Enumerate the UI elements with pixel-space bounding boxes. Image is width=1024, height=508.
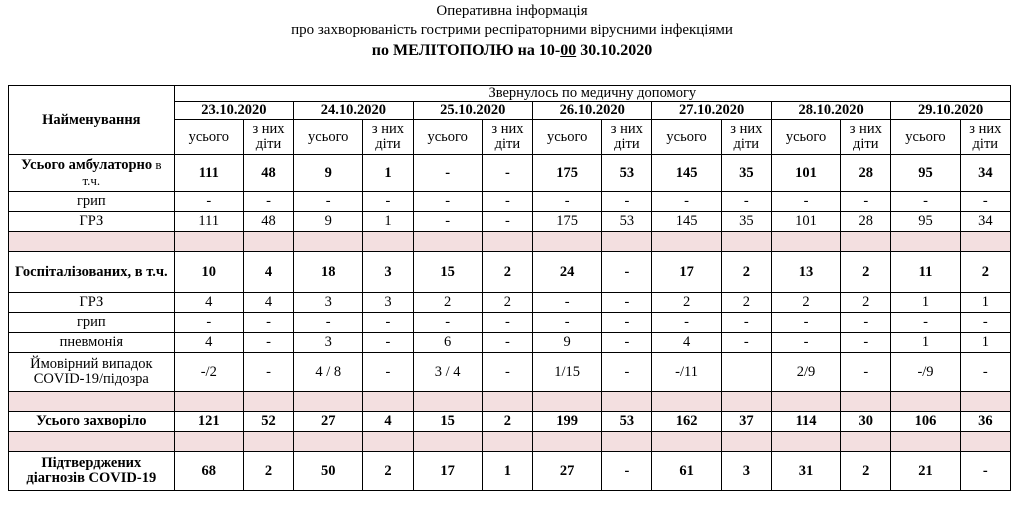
spacer-cell [841,432,891,452]
table-row [9,333,1011,353]
value-cell: - [482,353,532,392]
value-cell: 31 [771,452,840,491]
value-cell: - [413,313,482,333]
value-cell: - [602,353,652,392]
value-cell: - [721,333,771,353]
value-cell: 9 [533,333,602,353]
subheader-total: усього [174,120,243,155]
value-cell: 52 [243,412,293,432]
subheader-total: усього [533,120,602,155]
date-header: 23.10.2020 [174,102,293,120]
row-label [9,293,175,313]
spacer-cell [841,392,891,412]
value-cell: 2 [482,293,532,313]
spacer-cell [294,232,363,252]
value-cell: - [771,313,840,333]
value-cell: 1 [891,293,960,313]
value-cell: 13 [771,252,840,293]
value-cell: 3 / 4 [413,353,482,392]
group-header: Звернулось по медичну допомогу [174,86,1010,102]
value-cell: 2 [721,293,771,313]
value-cell: 15 [413,252,482,293]
value-cell: 1 [891,333,960,353]
value-cell: - [243,333,293,353]
date-header: 27.10.2020 [652,102,771,120]
value-cell: - [363,333,413,353]
subheader-children-line2: діти [375,136,401,152]
subheader-total: усього [294,120,363,155]
spacer-cell [652,432,721,452]
value-cell: - [482,212,532,232]
table-row [9,212,1011,232]
value-cell: - [841,313,891,333]
date-header: 29.10.2020 [891,102,1011,120]
subheader-children-line2: діти [733,136,760,152]
value-cell: - [602,333,652,353]
value-cell: - [533,293,602,313]
spacer-cell [243,392,293,412]
value-cell: 162 [652,412,721,432]
value-cell: 34 [960,155,1010,192]
value-cell: 53 [602,212,652,232]
value-cell: 95 [891,155,960,192]
value-cell: 36 [960,412,1010,432]
value-cell: 175 [533,212,602,232]
value-cell: 121 [174,412,243,432]
subheader-children-line1: з них [849,121,882,137]
spacer-cell [771,432,840,452]
spacer-cell [413,232,482,252]
value-cell: - [363,313,413,333]
spacer-cell [533,392,602,412]
row-label [9,412,175,432]
date-header: 24.10.2020 [294,102,413,120]
value-cell: - [413,192,482,212]
value-cell [721,353,771,392]
value-cell: 9 [294,155,363,192]
row-label-text: Підтверджених діагнозів COVID-19 [26,455,157,486]
value-cell: - [413,155,482,192]
spacer-cell [294,432,363,452]
table-row [9,313,1011,333]
morbidity-table [8,85,1011,491]
value-cell: 1 [482,452,532,491]
value-cell: 2 [243,452,293,491]
time-underlined: 00 [560,42,577,59]
row-label [9,252,175,293]
value-cell: - [602,452,652,491]
value-cell: 4 [243,252,293,293]
subheader-children-line1: з них [730,121,763,137]
value-cell: 53 [602,155,652,192]
row-label [9,192,175,212]
spacer-cell [413,432,482,452]
subheader-children-line2: діти [853,136,879,152]
value-cell: 28 [841,155,891,192]
spacer-row [9,392,1011,412]
value-cell: 21 [891,452,960,491]
spacer-cell [960,432,1010,452]
value-cell: - [960,353,1010,392]
value-cell: 68 [174,452,243,491]
subheader-children-line1: з них [252,121,285,137]
row-label-suffix: в т.ч. [82,157,162,188]
value-cell: - [533,313,602,333]
table-row [9,252,1011,293]
spacer-cell [841,232,891,252]
spacer-cell [771,392,840,412]
value-cell: - [363,192,413,212]
value-cell: 1 [363,212,413,232]
value-cell: - [482,333,532,353]
value-cell: 95 [891,212,960,232]
table-row [9,155,1011,192]
table-row [9,293,1011,313]
spacer-cell [363,392,413,412]
value-cell: - [174,192,243,212]
table-body [9,155,1011,491]
table-row [9,353,1011,392]
value-cell: 17 [652,252,721,293]
value-cell: 61 [652,452,721,491]
subheader-children-line1: з них [371,121,405,137]
value-cell: 4 / 8 [294,353,363,392]
value-cell: 2 [363,452,413,491]
value-cell: 2 [841,293,891,313]
value-cell: 2 [652,293,721,313]
row-label [9,452,175,491]
value-cell: 2 [482,252,532,293]
report-location-date [0,40,1024,61]
value-cell: 9 [294,212,363,232]
row-label-text: ГРЗ [79,294,104,310]
spacer-cell [482,232,532,252]
value-cell: 2 [960,252,1010,293]
value-cell: - [243,313,293,333]
spacer-cell [174,392,243,412]
subheader-children [841,120,891,155]
table-row [9,412,1011,432]
value-cell: - [413,212,482,232]
value-cell: - [602,192,652,212]
value-cell: - [841,333,891,353]
value-cell: - [771,192,840,212]
spacer-cell [771,232,840,252]
value-cell: 27 [533,452,602,491]
report-title: Оперативна інформація [436,3,588,19]
value-cell: 4 [174,333,243,353]
value-cell: 3 [721,452,771,491]
row-label-text: ГРЗ [79,213,104,229]
value-cell: - [771,333,840,353]
spacer-cell [482,392,532,412]
value-cell: 24 [533,252,602,293]
value-cell: - [652,192,721,212]
value-cell: - [174,313,243,333]
report-subtitle: про захворюваність гострими респіраторними вірусними інфекціями [291,22,733,38]
value-cell: - [482,313,532,333]
value-cell: 175 [533,155,602,192]
spacer-cell [482,432,532,452]
spacer-cell [652,232,721,252]
spacer-cell [602,432,652,452]
subheader-children [363,120,413,155]
value-cell: 35 [721,155,771,192]
row-label-text: Госпіталізованих, в т.ч. [14,263,168,280]
value-cell: 15 [413,412,482,432]
value-cell: - [960,452,1010,491]
value-cell: - [602,293,652,313]
subheader-children-line2: діти [255,136,282,152]
spacer-cell [363,232,413,252]
spacer-cell [9,392,175,412]
value-cell: 48 [243,155,293,192]
value-cell: 2 [771,293,840,313]
spacer-cell [533,432,602,452]
spacer-cell [602,392,652,412]
spacer-cell [960,232,1010,252]
spacer-cell [721,232,771,252]
value-cell: 2 [841,452,891,491]
spacer-cell [533,232,602,252]
row-label [9,313,175,333]
spacer-row [9,432,1011,452]
value-cell: - [841,353,891,392]
value-cell: 48 [243,212,293,232]
subheader-children [602,120,652,155]
spacer-cell [602,232,652,252]
row-label [9,212,175,232]
value-cell: - [294,192,363,212]
value-cell: - [721,313,771,333]
spacer-cell [174,232,243,252]
subheader-total: усього [652,120,721,155]
value-cell: 145 [652,155,721,192]
row-label-text: пневмонія [59,334,124,350]
value-cell: - [841,192,891,212]
spacer-cell [243,232,293,252]
value-cell: 1 [960,293,1010,313]
value-cell: 18 [294,252,363,293]
value-cell: 106 [891,412,960,432]
row-label-text: Усього амбулаторно [21,157,153,173]
value-cell: 101 [771,155,840,192]
value-cell: 2 [841,252,891,293]
value-cell: 37 [721,412,771,432]
value-cell: 114 [771,412,840,432]
value-cell: - [243,353,293,392]
value-cell: 6 [413,333,482,353]
location-prefix: по МЕЛІТОПОЛЮ на 10- [371,42,561,59]
row-label-text: Усього захворіло [36,413,147,429]
value-cell: 2 [721,252,771,293]
value-cell: 27 [294,412,363,432]
spacer-cell [413,392,482,412]
spacer-row [9,232,1011,252]
value-cell: 10 [174,252,243,293]
subheader-children [960,120,1010,155]
subheader-total: усього [771,120,840,155]
value-cell: 111 [174,212,243,232]
value-cell: 1 [363,155,413,192]
subheader-children-line2: діти [494,136,521,152]
value-cell: - [960,313,1010,333]
value-cell: 145 [652,212,721,232]
value-cell: - [602,313,652,333]
value-cell: -/2 [174,353,243,392]
header-row-group [9,86,1011,102]
spacer-cell [891,432,960,452]
subheader-children [243,120,293,155]
value-cell: 28 [841,212,891,232]
spacer-cell [960,392,1010,412]
spacer-cell [174,432,243,452]
value-cell: 4 [363,412,413,432]
value-cell: - [482,192,532,212]
report-date: 30.10.2020 [576,42,653,59]
value-cell: 3 [363,252,413,293]
spacer-cell [721,432,771,452]
spacer-cell [9,232,175,252]
value-cell: - [294,313,363,333]
value-cell: 30 [841,412,891,432]
value-cell: - [891,192,960,212]
value-cell: 4 [243,293,293,313]
value-cell: 3 [294,333,363,353]
row-label-text: грип [76,193,106,209]
spacer-cell [891,232,960,252]
subheader-children [721,120,771,155]
value-cell: 1 [960,333,1010,353]
spacer-cell [243,432,293,452]
value-cell: - [533,192,602,212]
row-label [9,155,175,192]
value-cell: - [721,192,771,212]
subheader-total: усього [413,120,482,155]
value-cell: - [243,192,293,212]
value-cell: 53 [602,412,652,432]
table-row [9,192,1011,212]
value-cell: 4 [174,293,243,313]
spacer-cell [652,392,721,412]
spacer-cell [891,392,960,412]
subheader-children-line1: з них [610,121,643,137]
row-label-text: грип [76,314,106,330]
value-cell: 11 [891,252,960,293]
value-cell: 101 [771,212,840,232]
value-cell: 3 [294,293,363,313]
value-cell: 17 [413,452,482,491]
table-row [9,452,1011,491]
value-cell: 4 [652,333,721,353]
value-cell: 3 [363,293,413,313]
spacer-cell [363,432,413,452]
value-cell: 1/15 [533,353,602,392]
value-cell: -/9 [891,353,960,392]
row-label-text: Ймовірний випадок COVID-19/підозра [30,356,153,387]
value-cell: 2 [482,412,532,432]
value-cell: 2 [413,293,482,313]
value-cell: 199 [533,412,602,432]
spacer-cell [9,432,175,452]
value-cell: - [891,313,960,333]
name-column-header: Найменування [9,86,175,155]
value-cell: - [363,353,413,392]
value-cell: - [960,192,1010,212]
spacer-cell [294,392,363,412]
value-cell: 50 [294,452,363,491]
row-label [9,333,175,353]
value-cell: - [602,252,652,293]
table-head [9,86,1011,155]
spacer-cell [721,392,771,412]
row-label [9,353,175,392]
date-header: 26.10.2020 [533,102,652,120]
value-cell: 34 [960,212,1010,232]
value-cell: - [482,155,532,192]
report-header [0,0,1024,64]
subheader-children-line1: з них [969,121,1002,137]
subheader-children-line2: діти [614,136,640,152]
date-header: 28.10.2020 [771,102,890,120]
subheader-children-line2: діти [972,136,999,152]
date-header: 25.10.2020 [413,102,532,120]
value-cell: - [652,313,721,333]
value-cell: -/11 [652,353,721,392]
subheader-children-line1: з них [491,121,524,137]
subheader-children [482,120,532,155]
value-cell: 2/9 [771,353,840,392]
subheader-total: усього [891,120,960,155]
value-cell: 111 [174,155,243,192]
value-cell: 35 [721,212,771,232]
